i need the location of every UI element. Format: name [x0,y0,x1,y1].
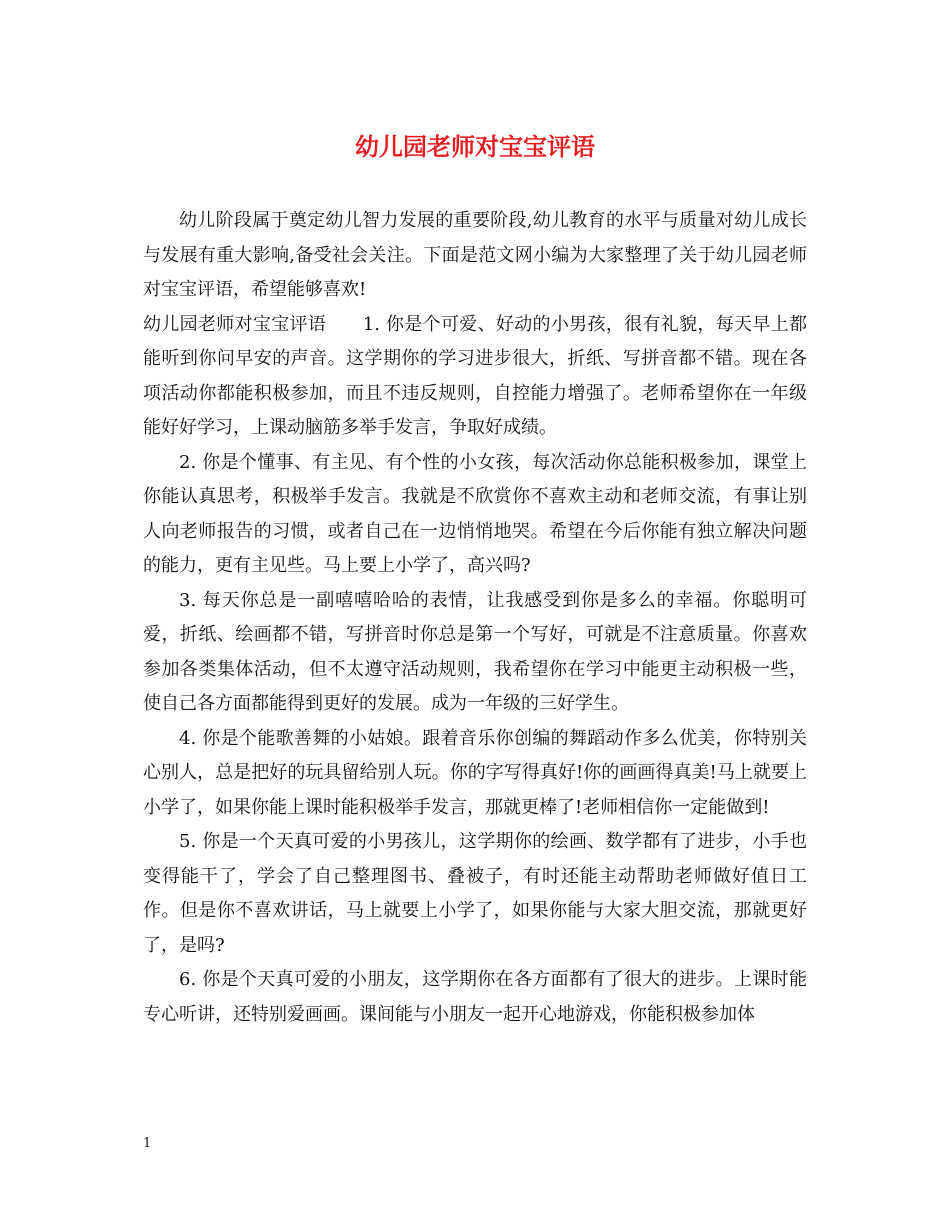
comment-paragraph-1: 幼儿园老师对宝宝评语 1. 你是个可爱、好动的小男孩，很有礼貌，每天早上都能听到你问早安的声音。这学期你的学习进步很大，折纸、写拼音都不错。现在各项活动你都能积极参加，而且不违反规则，自控能力增强了。老师希望你在一年级能好好学习，上课动脑筋多举手发言，争取好成绩。 [143,313,807,438]
comment-paragraph-6: 6. 你是个天真可爱的小朋友，这学期你在各方面都有了很大的进步。上课时能专心听讲，还特别爱画画。课间能与小朋友一起开心地游戏，你能积极参加体 [143,969,807,1025]
intro-paragraph: 幼儿阶段属于奠定幼儿智力发展的重要阶段,幼儿教育的水平与质量对幼儿成长与发展有重大影响,备受社会关注。下面是范文网小编为大家整理了关于幼儿园老师对宝宝评语，希望能够喜欢! [143,210,807,300]
document-body [143,204,807,1032]
comment-paragraph-4: 4. 你是个能歌善舞的小姑娘。跟着音乐你创编的舞蹈动作多么优美，你特别关心别人，总是把好的玩具留给别人玩。你的字写得真好!你的画画得真美!马上就要上小学了，如果你能上课时能积极举手发言，那就更棒了!老师相信你一定能做到! [143,727,807,818]
comment-paragraph-5: 5. 你是一个天真可爱的小男孩儿，这学期你的绘画、数学都有了进步，小手也变得能干了，学会了自己整理图书、叠被子，有时还能主动帮助老师做好值日工作。但是你不喜欢讲话，马上就要上小学了，如果你能与大家大胆交流，那就更好了，是吗? [143,831,807,956]
comment-paragraph-2: 2. 你是个懂事、有主见、有个性的小女孩，每次活动你总能积极参加，课堂上你能认真思考，积极举手发言。我就是不欣赏你不喜欢主动和老师交流，有事让别人向老师报告的习惯，或者自己在一边悄悄地哭。希望在今后你能有独立解决问题的能力，更有主见些。马上要上小学了，高兴吗? [143,451,807,576]
comment-paragraph-3: 3. 每天你总是一副嘻嘻哈哈的表情，让我感受到你是多么的幸福。你聪明可爱，折纸、绘画都不错，写拼音时你总是第一个写好，可就是不注意质量。你喜欢参加各类集体活动，但不太遵守活动规则，我希望你在学习中能更主动积极一些，使自己各方面都能得到更好的发展。成为一年级的三好学生。 [143,589,807,714]
page-number: 1 [143,1136,152,1151]
page-title: 幼儿园老师对宝宝评语 [355,132,595,161]
